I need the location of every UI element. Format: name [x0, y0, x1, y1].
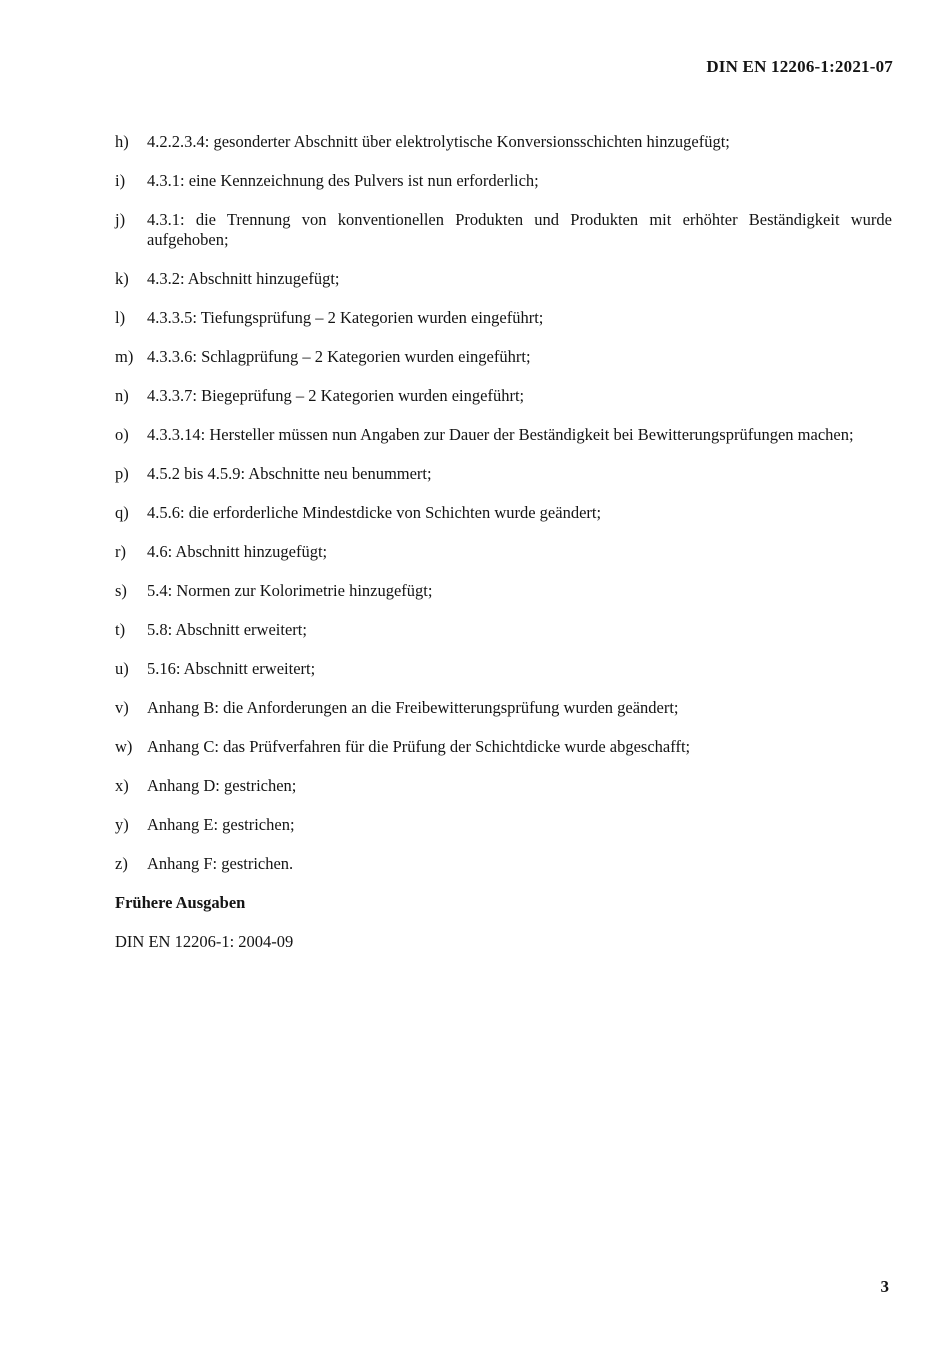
- list-item-marker: n): [115, 386, 129, 405]
- list-item-text: Anhang C: das Prüfverfahren für die Prüfung der Schichtdicke wurde abgeschafft;: [147, 737, 691, 756]
- list-item: [115, 425, 892, 445]
- list-item-marker: h): [115, 132, 129, 151]
- list-item-marker: j): [115, 210, 126, 229]
- list-item: [115, 737, 892, 757]
- list-item-marker: x): [115, 776, 129, 795]
- list-item-text: 4.3.1: eine Kennzeichnung des Pulvers ist nun erforderlich;: [147, 171, 539, 190]
- list-item-text: 4.3.3.14: Hersteller müssen nun Angaben zur Dauer der Beständigkeit bei Bewitterungsprüfungen machen;: [147, 425, 854, 444]
- list-item-text: Anhang B: die Anforderungen an die Freibewitterungsprüfung wurden geändert;: [147, 698, 679, 717]
- list-item-marker: u): [115, 659, 129, 678]
- list-item-marker: m): [115, 347, 134, 366]
- list-item-text: 4.6: Abschnitt hinzugefügt;: [147, 542, 328, 561]
- list-item-marker: i): [115, 171, 126, 190]
- list-item-marker: y): [115, 815, 129, 834]
- change-list: [115, 132, 892, 874]
- list-item: [115, 854, 892, 874]
- list-item: [115, 542, 892, 562]
- list-item-text: Anhang F: gestrichen.: [147, 854, 294, 873]
- list-item-text: 4.3.3.5: Tiefungsprüfung – 2 Kategorien wurden eingeführt;: [147, 308, 544, 327]
- previous-edition-entry: DIN EN 12206-1: 2004-09: [115, 932, 294, 951]
- list-item-text: 4.3.1: die Trennung von konventionellen Produkten und Produkten mit erhöhter Beständigkeit wurde aufgehoben;: [147, 210, 892, 249]
- list-item: [115, 464, 892, 484]
- list-item: [115, 815, 892, 835]
- list-item-text: 4.3.3.6: Schlagprüfung – 2 Kategorien wurden eingeführt;: [147, 347, 531, 366]
- list-item-marker: o): [115, 425, 129, 444]
- list-item-marker: w): [115, 737, 133, 756]
- page-number: 3: [880, 1277, 889, 1296]
- list-item: [115, 620, 892, 640]
- list-item-marker: q): [115, 503, 129, 522]
- list-item: [115, 210, 892, 250]
- list-item: [115, 581, 892, 601]
- list-item-text: 4.2.2.3.4: gesonderter Abschnitt über elektrolytische Konversionsschichten hinzugefügt;: [147, 132, 730, 151]
- list-item-marker: v): [115, 698, 129, 717]
- list-item: [115, 776, 892, 796]
- list-item-marker: p): [115, 464, 129, 483]
- list-item: [115, 269, 892, 289]
- list-item-marker: z): [115, 854, 128, 873]
- list-item: [115, 132, 892, 152]
- list-item-text: 4.5.2 bis 4.5.9: Abschnitte neu benummert;: [147, 464, 432, 483]
- list-item-text: Anhang E: gestrichen;: [147, 815, 295, 834]
- list-item-text: 4.5.6: die erforderliche Mindestdicke von Schichten wurde geändert;: [147, 503, 602, 522]
- document-content: [115, 132, 892, 952]
- list-item: [115, 503, 892, 523]
- list-item-marker: t): [115, 620, 126, 639]
- list-item: [115, 171, 892, 191]
- document-header: [706, 57, 893, 77]
- list-item-text: 5.4: Normen zur Kolorimetrie hinzugefügt;: [147, 581, 433, 600]
- list-item-text: 4.3.3.7: Biegeprüfung – 2 Kategorien wurden eingeführt;: [147, 386, 525, 405]
- list-item: [115, 698, 892, 718]
- previous-editions-heading: Frühere Ausgaben: [115, 893, 246, 912]
- list-item-text: Anhang D: gestrichen;: [147, 776, 297, 795]
- document-number: DIN EN 12206-1:2021-07: [706, 57, 893, 76]
- list-item-text: 5.16: Abschnitt erweitert;: [147, 659, 316, 678]
- list-item-marker: l): [115, 308, 126, 327]
- list-item-marker: s): [115, 581, 127, 600]
- document-footer: [881, 1277, 890, 1297]
- list-item-marker: k): [115, 269, 129, 288]
- list-item: [115, 347, 892, 367]
- list-item: [115, 386, 892, 406]
- list-item: [115, 659, 892, 679]
- list-item-text: 5.8: Abschnitt erweitert;: [147, 620, 307, 639]
- list-item: [115, 308, 892, 328]
- list-item-marker: r): [115, 542, 126, 561]
- list-item-text: 4.3.2: Abschnitt hinzugefügt;: [147, 269, 340, 288]
